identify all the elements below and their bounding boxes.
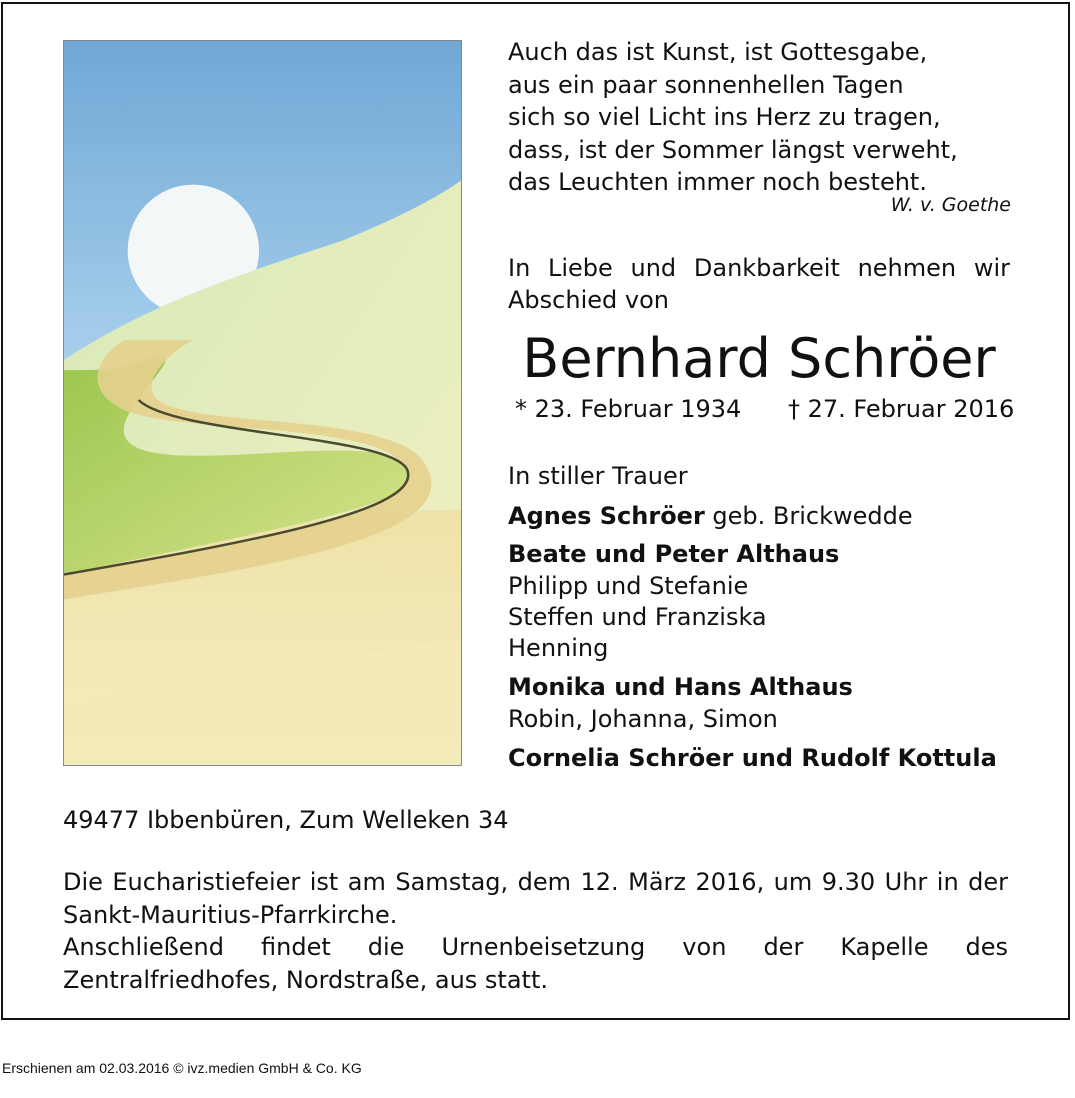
publication-footer: Erschienen am 02.03.2016 © ivz.medien GmbH & Co. KG [2,1060,362,1076]
poem-line: Auch das ist Kunst, ist Gottesgabe, [508,38,928,66]
mourner-family: Cornelia Schröer und Rudolf Kottula [508,744,997,772]
landscape-painting-svg [64,41,461,765]
intro-text: In Liebe und Dankbarkeit nehmen wir Abschied von [508,254,1010,314]
mourner-widow [508,500,913,532]
family-member: Robin, Johanna, Simon [508,705,778,733]
mourning-heading: In stiller Trauer [508,462,688,490]
poem-line: sich so viel Licht ins Herz zu tragen, [508,103,941,131]
poem-line: aus ein paar sonnenhellen Tagen [508,70,904,99]
service-info [63,866,1008,996]
poem-author: W. v. Goethe [890,194,1011,216]
address: 49477 Ibbenbüren, Zum Welleken 34 [63,806,509,834]
poem-line: dass, ist der Sommer längst verweht, [508,135,958,164]
family-member: Henning [508,634,609,662]
mourner-family: Beate und Peter Althaus [508,540,840,568]
landscape-painting [63,40,462,766]
birth-date: * 23. Februar 1934 [515,395,742,423]
service-info-burial: Anschließend findet die Urnenbeisetzung von der Kapelle des Zentralfriedhofes, Nordstraße, aus statt. [63,933,1008,994]
death-date: † 27. Februar 2016 [788,395,1015,423]
poem [508,36,958,199]
service-info-mass: Die Eucharistiefeier ist am Samstag, dem 12. März 2016, um 9.30 Uhr in der Sankt-Mauritius-Pfarrkirche. [63,868,1008,929]
poem-line: das Leuchten immer noch besteht. [508,168,927,196]
family-member: Steffen und Franziska [508,603,767,631]
deceased-name: Bernhard Schröer [522,327,996,390]
mourner-family: Monika und Hans Althaus [508,673,853,701]
widow-maiden-name: geb. Brickwedde [704,502,913,530]
widow-name: Agnes Schröer [508,502,705,530]
family-member: Philipp und Stefanie [508,572,749,600]
